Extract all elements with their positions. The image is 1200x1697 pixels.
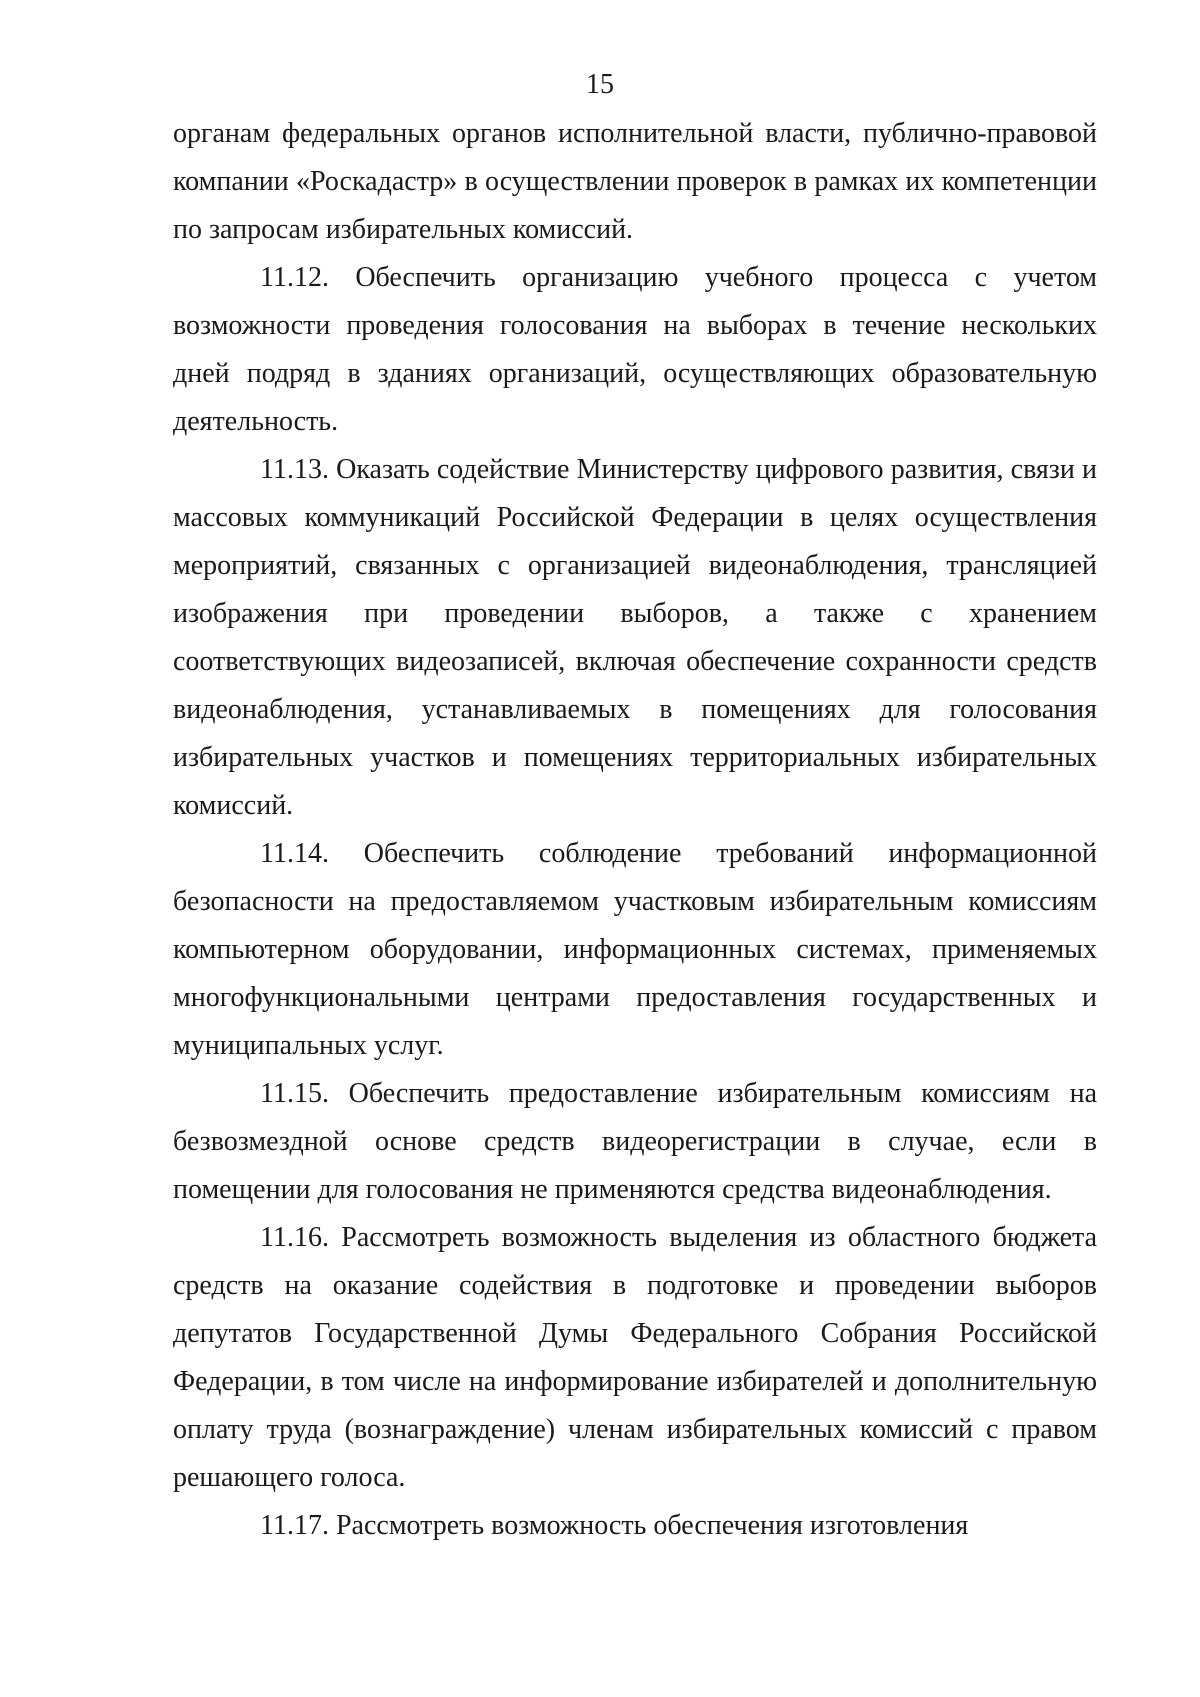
document-body xyxy=(173,110,1097,1550)
paragraph-11-16: 11.16. Рассмотреть возможность выделения из областного бюджета средств на оказание содействия в подготовке и проведении выборов депутатов Государственной Думы Федерального Собрания Российской Федерации, в том числе на информирование избирателей и дополнительную оплату труда (вознаграждение) членам избирательных комиссий с правом решающего голоса. xyxy=(173,1222,1097,1493)
paragraph-11-12: 11.12. Обеспечить организацию учебного процесса с учетом возможности проведения голосования на выборах в течение нескольких дней подряд в зданиях организаций, осуществляющих образовательную деятельность. xyxy=(173,262,1097,437)
paragraph-11-17: 11.17. Рассмотреть возможность обеспечения изготовления xyxy=(260,1510,969,1541)
paragraph-11-14: 11.14. Обеспечить соблюдение требований информационной безопасности на предоставляемом участковым избирательным комиссиям компьютерном оборудовании, информационных системах, применяемых многофункциональными центрами предоставления государственных и муниципальных услуг. xyxy=(173,838,1097,1061)
paragraph-11-15: 11.15. Обеспечить предоставление избирательным комиссиям на безвозмездной основе средств видеорегистрации в случае, если в помещении для голосования не применяются средства видеонаблюдения. xyxy=(173,1078,1097,1205)
paragraph-11-11-continuation: органам федеральных органов исполнительной власти, публично-правовой компании «Роскадастр» в осуществлении проверок в рамках их компетенции по запросам избирательных комиссий. xyxy=(173,118,1097,245)
page-number: 15 xyxy=(586,69,614,100)
paragraph-11-13: 11.13. Оказать содействие Министерству цифрового развития, связи и массовых коммуникаций Российской Федерации в целях осуществления мероприятий, связанных с организацией видеонаблюдения, трансляцией изображения при проведении выборов, а также с хранением соответствующих видеозаписей, включая обеспечение сохранности средств видеонаблюдения, устанавливаемых в помещениях для голосования избирательных участков и помещениях территориальных избирательных комиссий. xyxy=(173,454,1097,821)
